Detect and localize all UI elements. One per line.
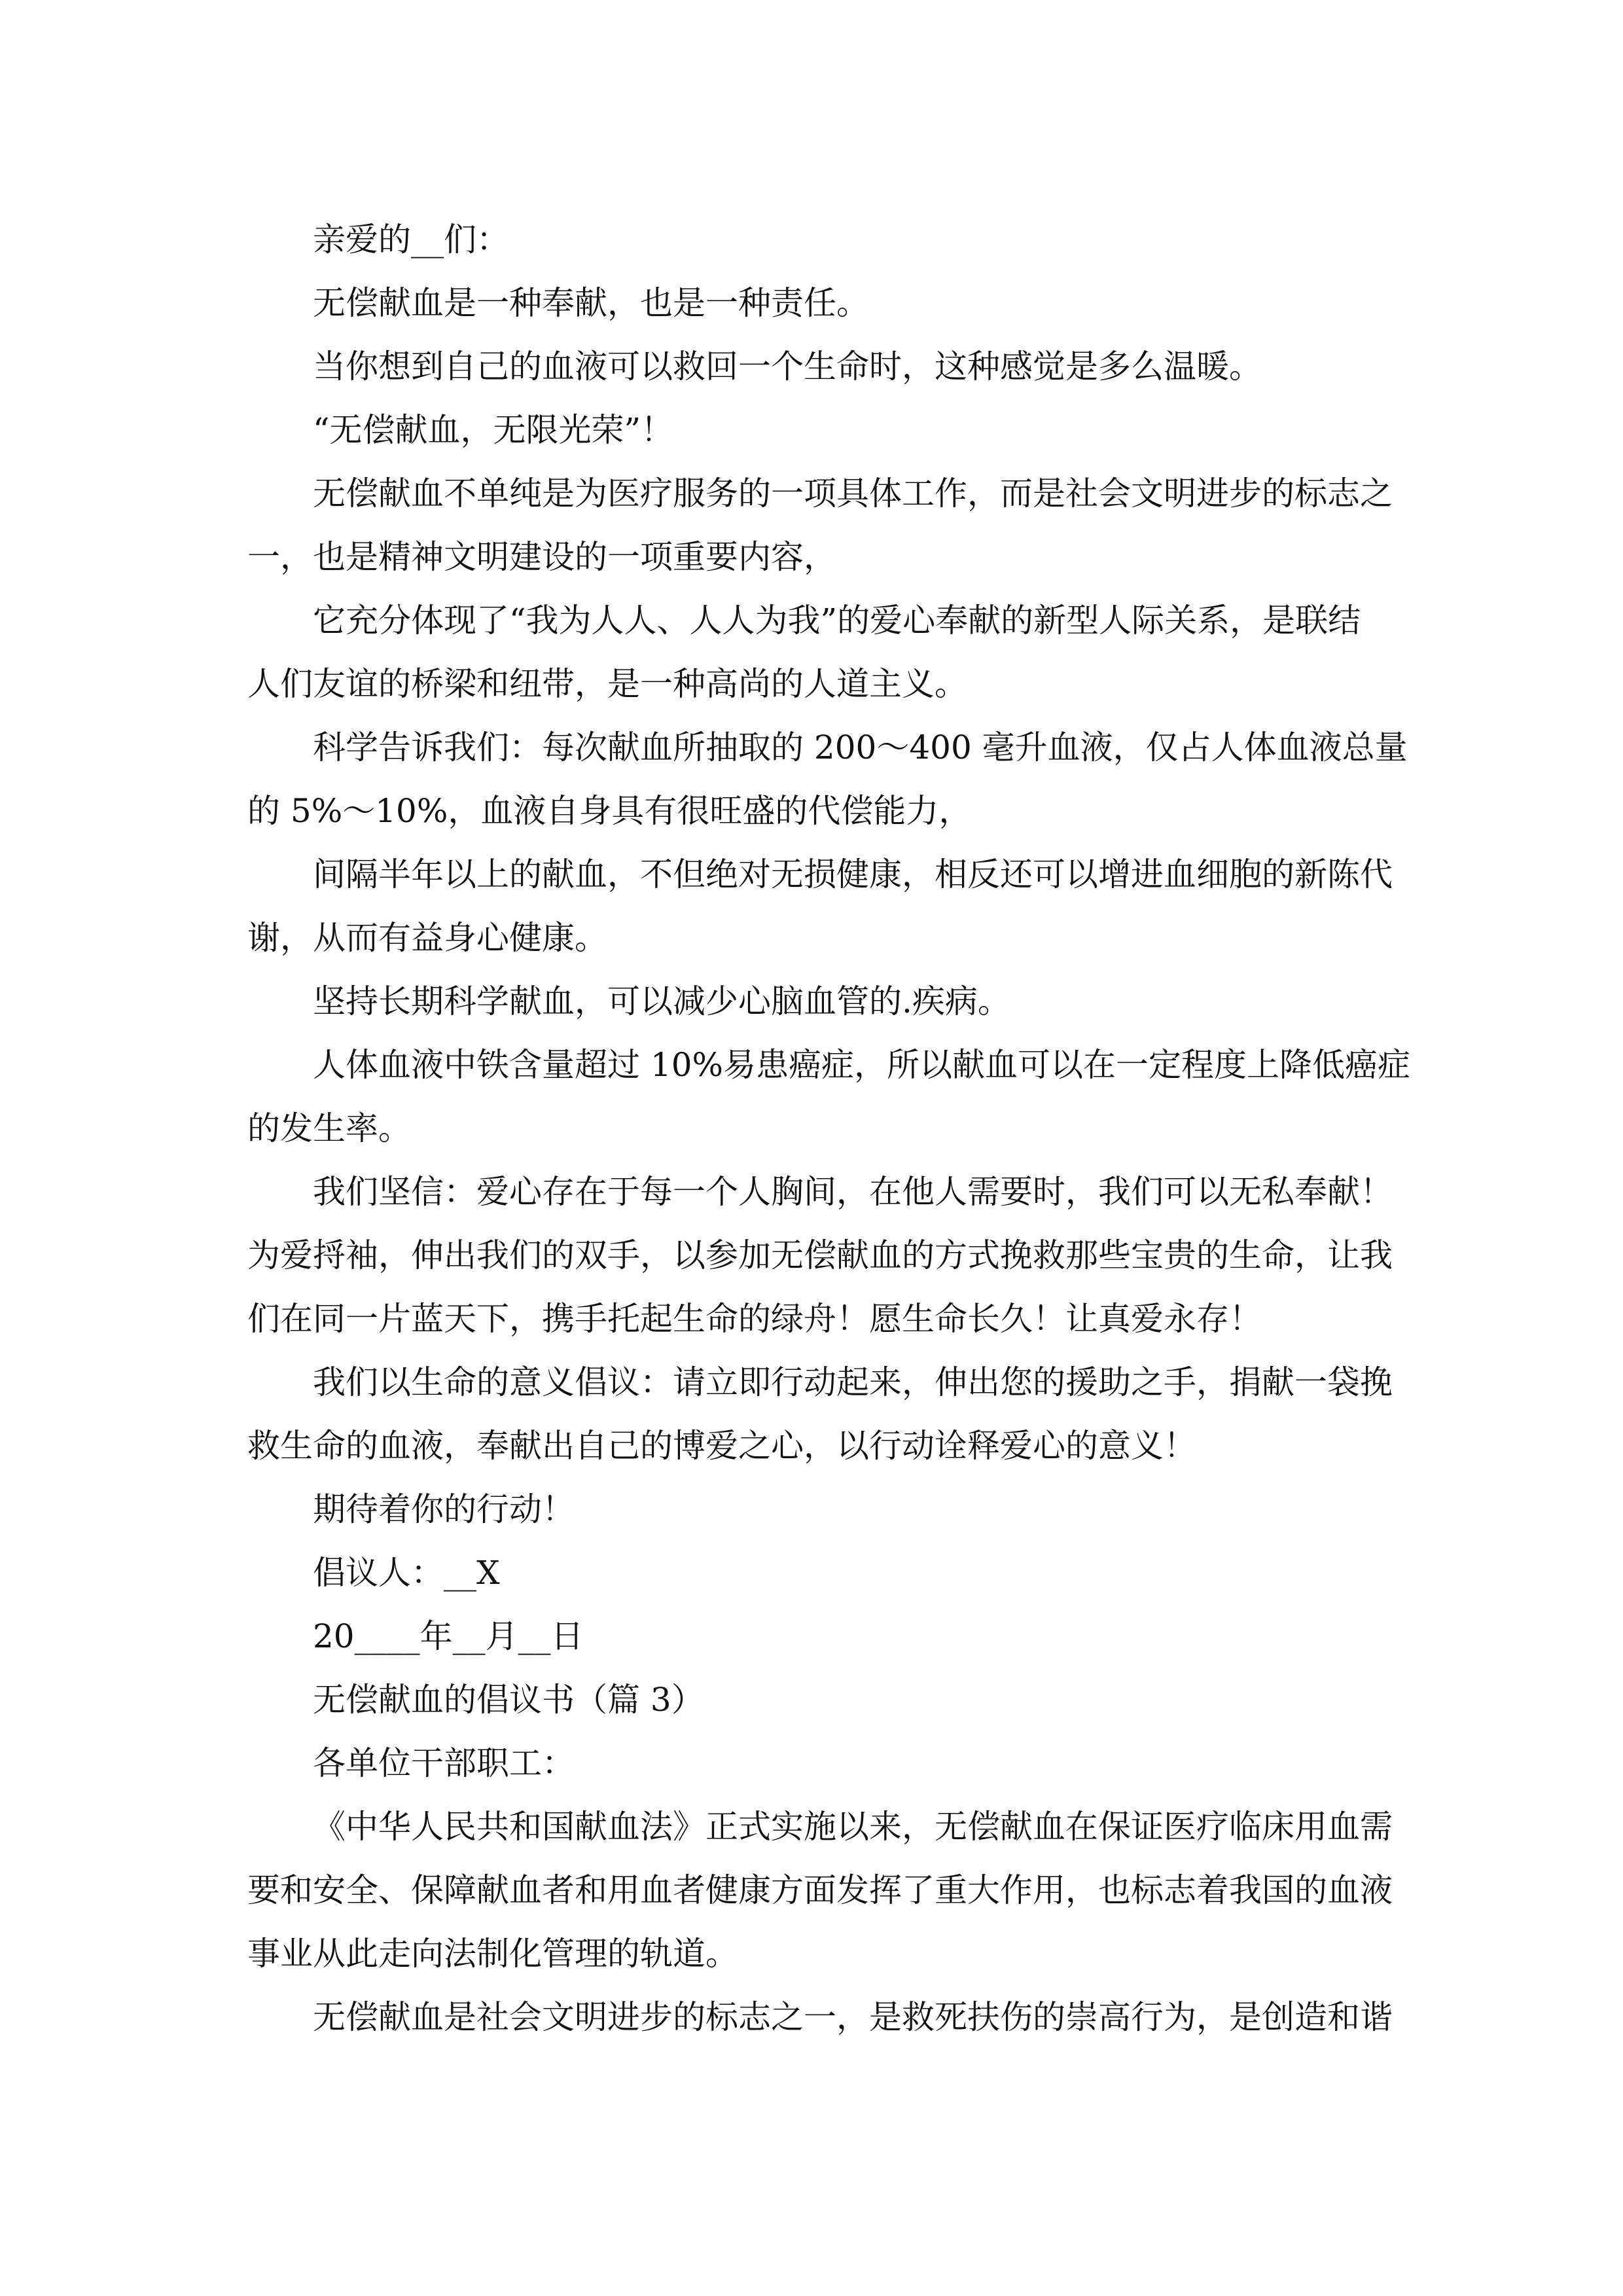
- paragraph: [247, 1795, 1393, 1986]
- text-line: 救生命的血液，奉献出自己的博爱之心，以行动诠释爱心的意义！: [247, 1427, 1196, 1465]
- text-line: 无偿献血是一种奉献，也是一种责任。: [313, 284, 869, 322]
- text-line: 无偿献血不单纯是为医疗服务的一项具体工作，而是社会文明进步的标志之: [313, 475, 1393, 512]
- paragraph: [247, 335, 1380, 399]
- text-line: 人体血液中铁含量超过 10%易患癌症，所以献血可以在一定程度上降低癌症: [313, 1046, 1411, 1084]
- text-line: 20____年__月__日: [313, 1617, 584, 1655]
- paragraph: [247, 1478, 1380, 1541]
- text-line: 一，也是精神文明建设的一项重要内容，: [247, 538, 836, 576]
- paragraph: [247, 1986, 1393, 2049]
- text-line: 期待着你的行动！: [313, 1490, 575, 1528]
- text-line: 们在同一片蓝天下，携手托起生命的绿舟！愿生命长久！让真爱永存！: [247, 1300, 1262, 1338]
- text-line: 无偿献血的倡议书（篇 3）: [313, 1681, 704, 1719]
- text-line: 亲爱的__们：: [313, 221, 509, 259]
- text-line: 无偿献血是社会文明进步的标志之一，是救死扶伤的崇高行为，是创造和谐: [313, 1998, 1393, 2036]
- paragraph: [247, 716, 1408, 843]
- paragraph: [247, 1732, 1380, 1795]
- text-line: 间隔半年以上的献血，不但绝对无损健康，相反还可以增进血细胞的新陈代: [313, 855, 1393, 893]
- text-line: 的 5%～10%，血液自身具有很旺盛的代偿能力，: [247, 792, 972, 830]
- text-line: “无偿献血，无限光荣”！: [313, 411, 674, 449]
- text-line: 《中华人民共和国献血法》正式实施以来，无偿献血在保证医疗临床用血需: [313, 1808, 1393, 1846]
- text-line: 它充分体现了“我为人人、人人为我”的爱心奉献的新型人际关系，是联结: [313, 601, 1361, 639]
- paragraph: [247, 1160, 1393, 1351]
- text-line: 谢，从而有益身心健康。: [247, 919, 607, 957]
- text-line: 倡议人：__X: [313, 1554, 500, 1592]
- text-line: 为爱捋袖，伸出我们的双手，以参加无偿献血的方式挽救那些宝贵的生命，让我: [247, 1236, 1393, 1274]
- paragraph: [247, 589, 1380, 716]
- paragraph: [247, 1605, 1380, 1668]
- text-line: 我们以生命的意义倡议：请立即行动起来，伸出您的援助之手，捐献一袋挽: [313, 1363, 1393, 1401]
- paragraph: [247, 1033, 1411, 1160]
- text-line: 坚持长期科学献血，可以减少心脑血管的.疾病。: [313, 982, 1010, 1020]
- paragraph: [247, 208, 1380, 272]
- paragraph: [247, 1541, 1380, 1605]
- document-body: [247, 208, 1411, 2049]
- text-line: 的发生率。: [247, 1109, 411, 1147]
- paragraph: [247, 843, 1393, 970]
- paragraph: [247, 399, 1380, 462]
- paragraph: [247, 272, 1380, 335]
- paragraph: [247, 462, 1393, 589]
- paragraph: [247, 970, 1380, 1033]
- text-line: 要和安全、保障献血者和用血者健康方面发挥了重大作用，也标志着我国的血液: [247, 1871, 1393, 1909]
- text-line: 人们友谊的桥梁和纽带，是一种高尚的人道主义。: [247, 665, 967, 703]
- text-line: 当你想到自己的血液可以救回一个生命时，这种感觉是多么温暖。: [313, 348, 1262, 386]
- text-line: 科学告诉我们：每次献血所抽取的 200～400 毫升血液，仅占人体血液总量: [313, 728, 1408, 766]
- text-line: 我们坚信：爱心存在于每一个人胸间，在他人需要时，我们可以无私奉献！: [313, 1173, 1393, 1211]
- text-line: 各单位干部职工：: [313, 1744, 575, 1782]
- paragraph: [247, 1351, 1393, 1478]
- paragraph: [247, 1668, 1380, 1732]
- text-line: 事业从此走向法制化管理的轨道。: [247, 1935, 738, 1973]
